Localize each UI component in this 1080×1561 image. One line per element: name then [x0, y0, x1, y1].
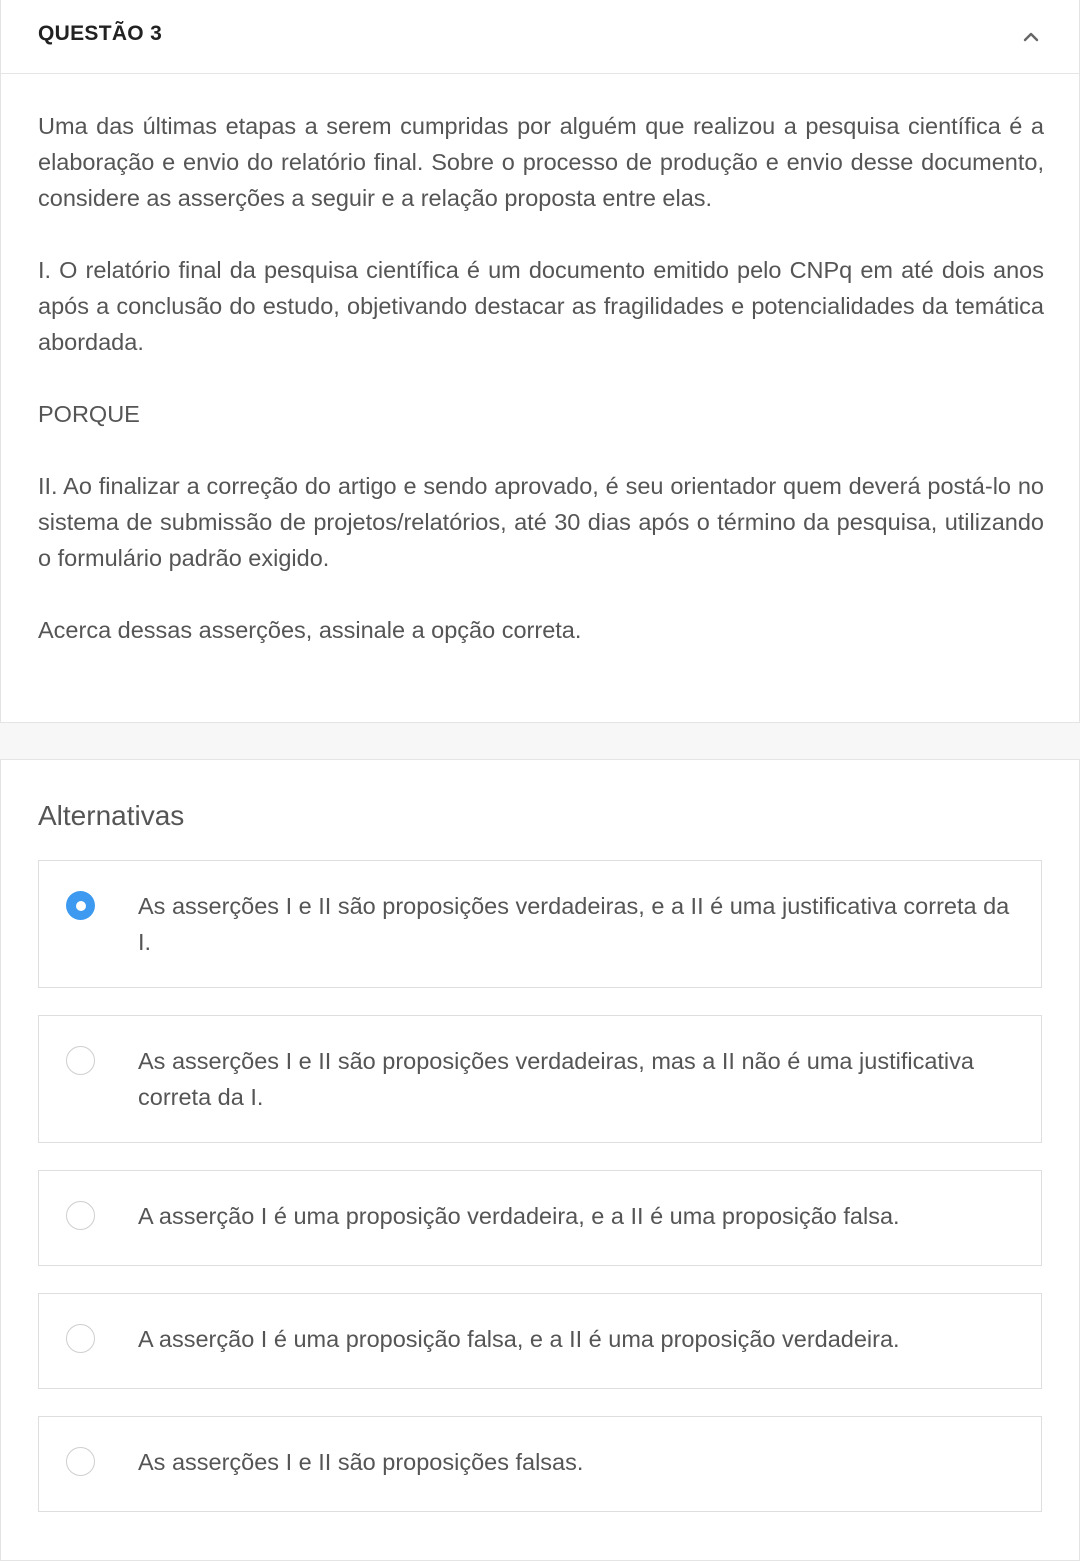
connector-word: PORQUE [38, 401, 140, 427]
question-header[interactable] [1, 0, 1079, 74]
question-prompt: Acerca dessas asserções, assinale a opção correta. [38, 617, 582, 643]
question-intro: Uma das últimas etapas a serem cumpridas por alguém que realizou a pesquisa científica é a elaboração e envio do relatório final. Sobre o processo de produção e envio desse documento, considere as asserções a seguir e a relação proposta entre elas. [38, 113, 1044, 211]
option-b[interactable] [38, 1015, 1042, 1143]
assertion-one: I. O relatório final da pesquisa científica é um documento emitido pelo CNPq em até dois anos após a conclusão do estudo, objetivando destacar as fragilidades e potencialidades da temática abordada. [38, 257, 1044, 355]
radio-icon[interactable] [66, 1324, 95, 1353]
question-card [0, 0, 1080, 723]
assertion-two: II. Ao finalizar a correção do artigo e sendo aprovado, é seu orientador quem deverá postá-lo no sistema de submissão de projetos/relatórios, até 30 dias após o término da pesquisa, utilizando o formulário padrão exigido. [38, 473, 1044, 571]
option-d[interactable] [38, 1293, 1042, 1389]
option-a[interactable] [38, 860, 1042, 988]
option-label: As asserções I e II são proposições verdadeiras, mas a II não é uma justificativa correta da I. [138, 1048, 974, 1110]
radio-selected-icon[interactable] [66, 891, 95, 920]
option-label: A asserção I é uma proposição verdadeira, e a II é uma proposição falsa. [138, 1203, 900, 1229]
option-c[interactable] [38, 1170, 1042, 1266]
alternatives-card [0, 759, 1080, 1561]
alternatives-title: Alternativas [38, 800, 185, 831]
question-title: QUESTÃO 3 [38, 22, 163, 45]
radio-icon[interactable] [66, 1447, 95, 1476]
option-label: As asserções I e II são proposições verdadeiras, e a II é uma justificativa correta da I. [138, 893, 1010, 955]
chevron-up-icon[interactable] [1017, 22, 1045, 50]
radio-icon[interactable] [66, 1201, 95, 1230]
option-e[interactable] [38, 1416, 1042, 1512]
option-label: A asserção I é uma proposição falsa, e a II é uma proposição verdadeira. [138, 1326, 900, 1352]
option-label: As asserções I e II são proposições falsas. [138, 1449, 584, 1475]
radio-icon[interactable] [66, 1046, 95, 1075]
question-body [38, 108, 1044, 648]
